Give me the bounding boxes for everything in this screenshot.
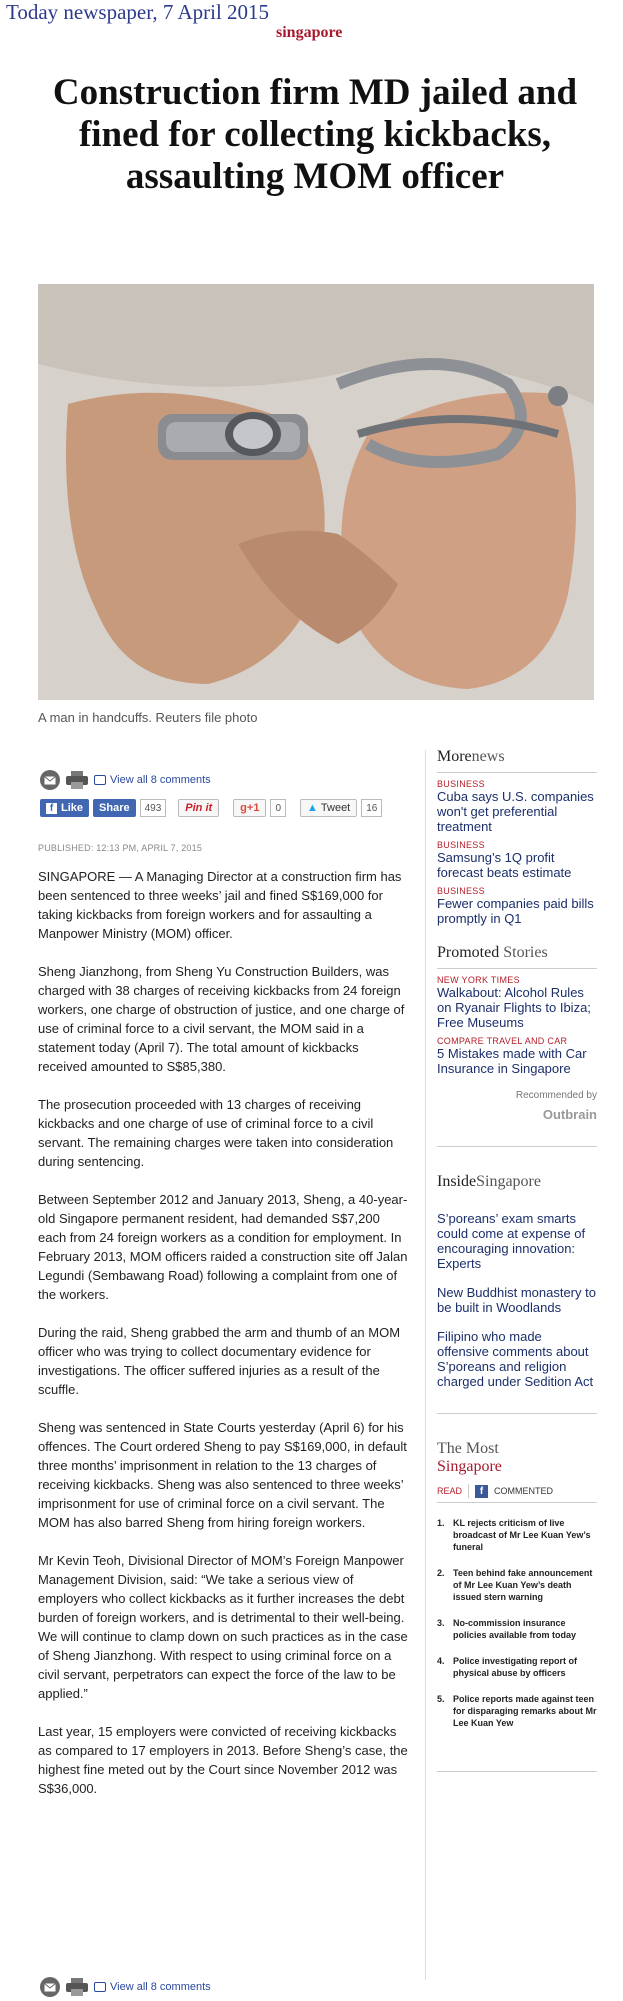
news-kicker[interactable]: BUSINESS [437, 840, 485, 850]
article-paragraph: The prosecution proceeded with 13 charges of receiving kickbacks and one charge of use of criminal force to a civil servant. The remaining charges were taken into consideration during sentencing. [38, 1097, 394, 1169]
promoted-link[interactable]: Walkabout: Alcohol Rules on Ryanair Flights to Ibiza; Free Museums [437, 985, 591, 1030]
inside-singapore-section [437, 1173, 597, 1414]
article-body [38, 867, 408, 1817]
tab-read[interactable]: READ [437, 1486, 463, 1496]
twitter-bird-icon: ▲ [307, 802, 318, 814]
most-singapore-title [437, 1440, 597, 1476]
google-plus-count: 0 [270, 799, 286, 817]
list-title: Police investigating report of physical abuse by officers [453, 1656, 578, 1678]
tweet-label: Tweet [320, 802, 351, 814]
list-item[interactable] [437, 1617, 597, 1641]
facebook-share-count: 493 [140, 799, 167, 817]
promoted-link[interactable]: 5 Mistakes made with Car Insurance in Singapore [437, 1046, 587, 1076]
news-link[interactable]: Samsung’s 1Q profit forecast beats estimate [437, 850, 572, 880]
view-comments-link[interactable] [94, 1981, 211, 1993]
recommended-by-label: Recommended by [515, 1090, 597, 1101]
list-item[interactable] [437, 1655, 597, 1679]
news-kicker[interactable]: BUSINESS [437, 779, 485, 789]
more-news-title-b: news [471, 748, 505, 765]
list-title: KL rejects criticism of live broadcast of Mr Lee Kuan Yew’s funeral [453, 1518, 591, 1552]
more-news-title [437, 748, 597, 773]
inside-title-b: Singapore [476, 1173, 541, 1190]
share-toolbar-top [40, 770, 211, 790]
print-icon[interactable] [66, 1978, 88, 1996]
promoted-kicker: NEW YORK TIMES [437, 975, 520, 985]
promoted-stories-section [437, 944, 597, 1147]
view-comments-label: View all 8 comments [110, 774, 211, 786]
article-paragraph: Sheng was sentenced in State Courts yesterday (April 6) for his offences. The Court ordered Sheng to pay S$169,000, in default three months’ imprisonment in relation to the 13 charges of receiving kickbacks. Sheng was also sentenced to three weeks’ imprisonment for use of criminal force on a civil servant. The MOM has also barred Sheng from hiring foreign workers. [38, 1420, 407, 1530]
article-paragraph: Last year, 15 employers were convicted of receiving kickbacks as compared to 17 employers in 2013. Before Sheng’s case, the highest fine meted out by the Court since November 2012 was S$36,000. [38, 1724, 408, 1796]
article-paragraph: Mr Kevin Teoh, Divisional Director of MOM’s Foreign Manpower Management Division, said: “We take a serious view of employers who collect kickbacks as it further increases the debt burden of foreign workers, and is detrimental to their well-being. We will continue to clamp down on such practices as in the case of Sheng Jianzhong. With respect to using criminal force on a civil servant, perpetrators can expect the force of the law to be applied.” [38, 1553, 408, 1701]
pinterest-button[interactable]: Pin it [178, 799, 219, 817]
section-tag[interactable]: singapore [276, 24, 343, 41]
list-number: 3. [437, 1618, 445, 1628]
inside-title-a: Inside [437, 1173, 477, 1190]
handcuffs-photo [38, 284, 594, 700]
view-comments-label: View all 8 comments [110, 1981, 211, 1993]
published-date: PUBLISHED: 12:13 PM, APRIL 7, 2015 [38, 843, 203, 853]
view-comments-link[interactable] [94, 774, 211, 786]
most-tabs [437, 1484, 597, 1503]
tab-separator [468, 1484, 469, 1498]
inside-link[interactable]: S’poreans’ exam smarts could come at expense of encouraging innovation: Experts [437, 1211, 586, 1271]
list-title: Police reports made against teen for disparaging remarks about Mr Lee Kuan Yew [453, 1694, 597, 1728]
list-number: 4. [437, 1656, 445, 1666]
most-singapore-section [437, 1440, 597, 1772]
facebook-like-label: Like [61, 802, 84, 814]
photo-caption: A man in handcuffs. Reuters file photo [38, 710, 258, 725]
list-item[interactable] [437, 1693, 597, 1729]
inside-singapore-title [437, 1173, 597, 1197]
tweet-button[interactable] [300, 799, 357, 817]
article-photo [38, 284, 594, 700]
print-icon[interactable] [66, 771, 88, 789]
promoted-title-b: Stories [503, 944, 548, 961]
more-news-title-a: More [437, 748, 472, 765]
list-number: 2. [437, 1568, 445, 1578]
most-title-a: The Most [437, 1440, 499, 1457]
facebook-like-button[interactable] [40, 799, 89, 817]
promoted-kicker: COMPARE TRAVEL AND CAR [437, 1036, 568, 1046]
tweet-count: 16 [361, 799, 382, 817]
article-paragraph: SINGAPORE — A Managing Director at a construction firm has been sentenced to three weeks’ jail and fined S$169,000 for taking kickbacks from foreign workers and for assaulting a Manpower Ministry (MOM) officer. [38, 869, 402, 941]
sidebar [437, 748, 597, 1772]
email-icon[interactable] [40, 770, 60, 790]
promoted-title-a: Promoted [437, 944, 500, 961]
most-read-list [437, 1517, 597, 1772]
outbrain-logo[interactable] [437, 1107, 597, 1147]
list-item[interactable] [437, 1517, 597, 1553]
promoted-stories-title [437, 944, 597, 969]
list-title: No-commission insurance policies available from today [453, 1618, 577, 1640]
article-headline: Construction firm MD jailed and fined for collecting kickbacks, assaulting MOM officer [52, 72, 578, 197]
email-icon[interactable] [40, 1977, 60, 1997]
facebook-icon: f [46, 803, 57, 814]
most-title-b: Singapore [437, 1458, 502, 1475]
google-plus-button[interactable]: g+1 [233, 799, 266, 817]
news-kicker[interactable]: BUSINESS [437, 886, 485, 896]
list-number: 1. [437, 1518, 445, 1528]
inside-link[interactable]: New Buddhist monastery to be built in Woodlands [437, 1285, 596, 1315]
article-paragraph: Sheng Jianzhong, from Sheng Yu Construction Builders, was charged with 38 charges of receiving kickbacks from 24 foreign workers, one charge of obstruction of justice, and one charge of use of criminal force to a civil servant, the MOM said in a statement today (April 7). The total amount of kickbacks received amounted to S$85,380. [38, 964, 405, 1074]
facebook-icon: f [475, 1485, 488, 1498]
article-paragraph: During the raid, Sheng grabbed the arm and thumb of an MOM officer who was trying to collect documentary evidence for investigations. The officer suffered injuries as a result of the scuffle. [38, 1325, 401, 1397]
share-toolbar-bottom [40, 1978, 211, 1996]
news-link[interactable]: Cuba says U.S. companies won't get preferential treatment [437, 789, 594, 834]
comment-icon [94, 1982, 106, 1992]
list-title: Teen behind fake announcement of Mr Lee Kuan Yew’s death issued stern warning [453, 1568, 593, 1602]
sidebar-divider [425, 750, 426, 1980]
article-paragraph: Between September 2012 and January 2013, Sheng, a 40-year-old Singapore permanent resident, had demanded S$7,200 each from 24 foreign workers as a condition for employment. In February 2013, MOM officers raided a construction site off Jalan Legundi (Sembawang Road) following a complaint from one of the workers. [38, 1192, 408, 1302]
facebook-share-button[interactable]: Share [93, 799, 136, 817]
list-number: 5. [437, 1694, 445, 1704]
social-share-bar [40, 798, 382, 818]
news-link[interactable]: Fewer companies paid bills promptly in Q1 [437, 896, 594, 926]
masthead: Today newspaper, 7 April 2015 [6, 0, 270, 24]
tab-commented[interactable]: COMMENTED [494, 1486, 554, 1496]
list-item[interactable] [437, 1567, 597, 1603]
inside-link[interactable]: Filipino who made offensive comments about S’poreans and religion charged under Sedition Act [437, 1329, 594, 1389]
outbrain-wordmark: Outbrain [542, 1107, 597, 1122]
more-news-section [437, 748, 597, 926]
comment-icon [94, 775, 106, 785]
inside-singapore-list [437, 1211, 597, 1414]
